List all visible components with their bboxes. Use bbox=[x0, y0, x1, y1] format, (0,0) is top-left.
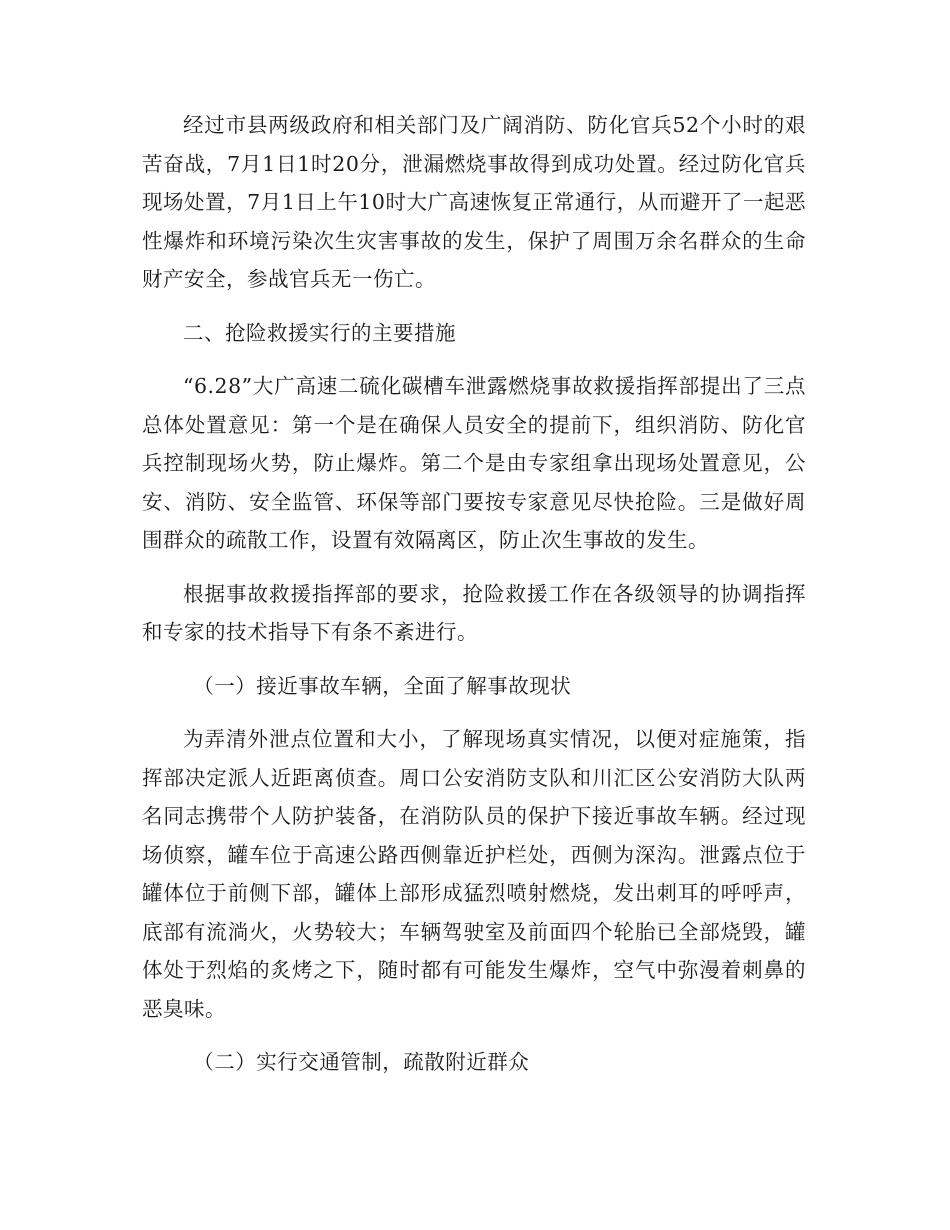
paragraph-command-requirements: 根据事故救援指挥部的要求，抢险救援工作在各级领导的协调指挥和专家的技术指导下有条不紊进行。 bbox=[142, 581, 806, 644]
subheading-approach-vehicle: （一）接近事故车辆，全面了解事故现状 bbox=[193, 673, 572, 698]
section-heading-measures: 二、抢险救援实行的主要措施 bbox=[183, 320, 456, 345]
paragraph-reconnaissance: 为弄清外泄点位置和大小，了解现场真实情况，以便对症施策，指挥部决定派人近距离侦查。周口公安消防支队和川汇区公安消防大队两名同志携带个人防护装备，在消防队员的保护下接近事故车辆。经过现场侦察，罐车位于高速公路西侧靠近护栏处，西侧为深沟。泄露点位于罐体位于前侧下部，罐体上部形成猛烈喷射燃烧，发出刺耳的呼呼声，底部有流淌火，火势较大；车辆驾驶室及前面四个轮胎已全部烧毁，罐体处于烈焰的炙烤之下，随时都有可能发生爆炸，空气中弥漫着刺鼻的恶臭味。 bbox=[142, 727, 806, 1021]
document-body bbox=[142, 106, 806, 1097]
subheading-traffic-control: （二）实行交通管制，疏散附近群众 bbox=[193, 1050, 530, 1074]
paragraph-command-opinions: “6.28”大广高速二硫化碳槽车泄露燃烧事故救援指挥部提出了三点总体处置意见：第一个是在确保人员安全的提前下，组织消防、防化官兵控制现场火势，防止爆炸。第二个是由专家组拿出现场处置意见，公安、消防、安全监管、环保等部门要按专家意见尽快抢险。三是做好周围群众的疏散工作，设置有效隔离区，防止次生事故的发生。 bbox=[142, 374, 806, 552]
paragraph-outcome: 经过市县两级政府和相关部门及广阔消防、防化官兵52个小时的艰苦奋战，7月1日1时20分，泄漏燃烧事故得到成功处置。经过防化官兵现场处置，7月1日上午10时大广高速恢复正常通行，从而避开了一起恶性爆炸和环境污染次生灾害事故的发生，保护了周围万余名群众的生命财产安全，参战官兵无一伤亡。 bbox=[142, 113, 806, 291]
